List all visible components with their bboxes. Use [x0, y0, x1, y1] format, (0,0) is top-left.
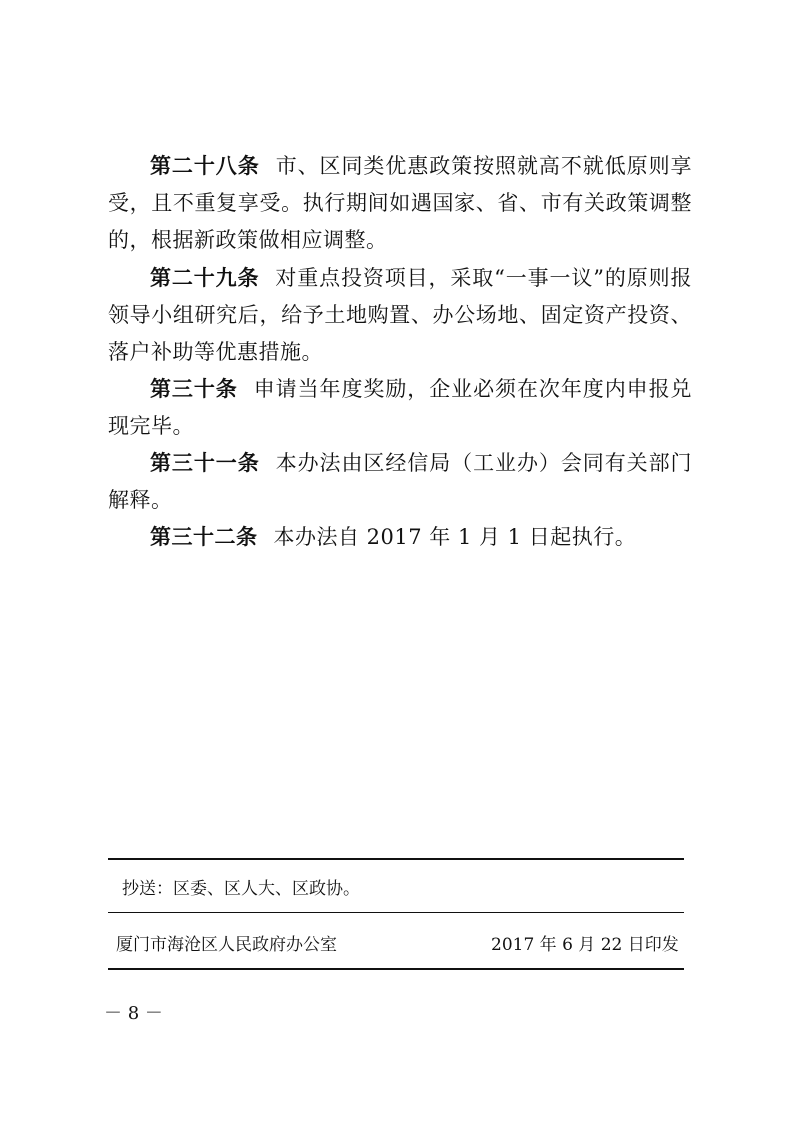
article-number: 第三十一条 — [150, 450, 260, 475]
article-31 — [108, 444, 692, 519]
article-text: 本办法由区经信局（工业办）会同有关部门解释。 — [108, 451, 693, 512]
article-number: 第三十二条 — [150, 524, 258, 549]
article-text: 申请当年度奖励，企业必须在次年度内申报兑现完毕。 — [108, 377, 693, 438]
article-number: 第二十九条 — [150, 265, 260, 290]
footer-middle-rule — [108, 912, 684, 913]
article-number: 第三十条 — [150, 376, 238, 401]
footer-top-rule — [108, 858, 684, 860]
article-29 — [108, 259, 692, 371]
article-text: 对重点投资项目，采取“一事一议”的原则报领导小组研究后，给予土地购置、办公场地、固定资产投资、落户补助等优惠措施。 — [108, 266, 692, 364]
article-30 — [108, 370, 692, 445]
page-number: － 8 － — [104, 1003, 163, 1024]
article-32 — [108, 518, 692, 556]
cc-recipients: 抄送：区委、区人大、区政协。 — [122, 879, 360, 899]
footer-bottom-rule — [108, 968, 684, 970]
article-text: 市、区同类优惠政策按照就高不就低原则享受，且不重复享受。执行期间如遇国家、省、市有关政策调整的，根据新政策做相应调整。 — [108, 154, 693, 252]
issue-date: 2017 年 6 月 22 日印发 — [491, 935, 679, 955]
article-number: 第二十八条 — [150, 153, 260, 178]
article-28 — [108, 147, 692, 259]
article-text: 本办法自 2017 年 1 月 1 日起执行。 — [273, 525, 637, 549]
issuing-office: 厦门市海沧区人民政府办公室 — [116, 935, 337, 955]
